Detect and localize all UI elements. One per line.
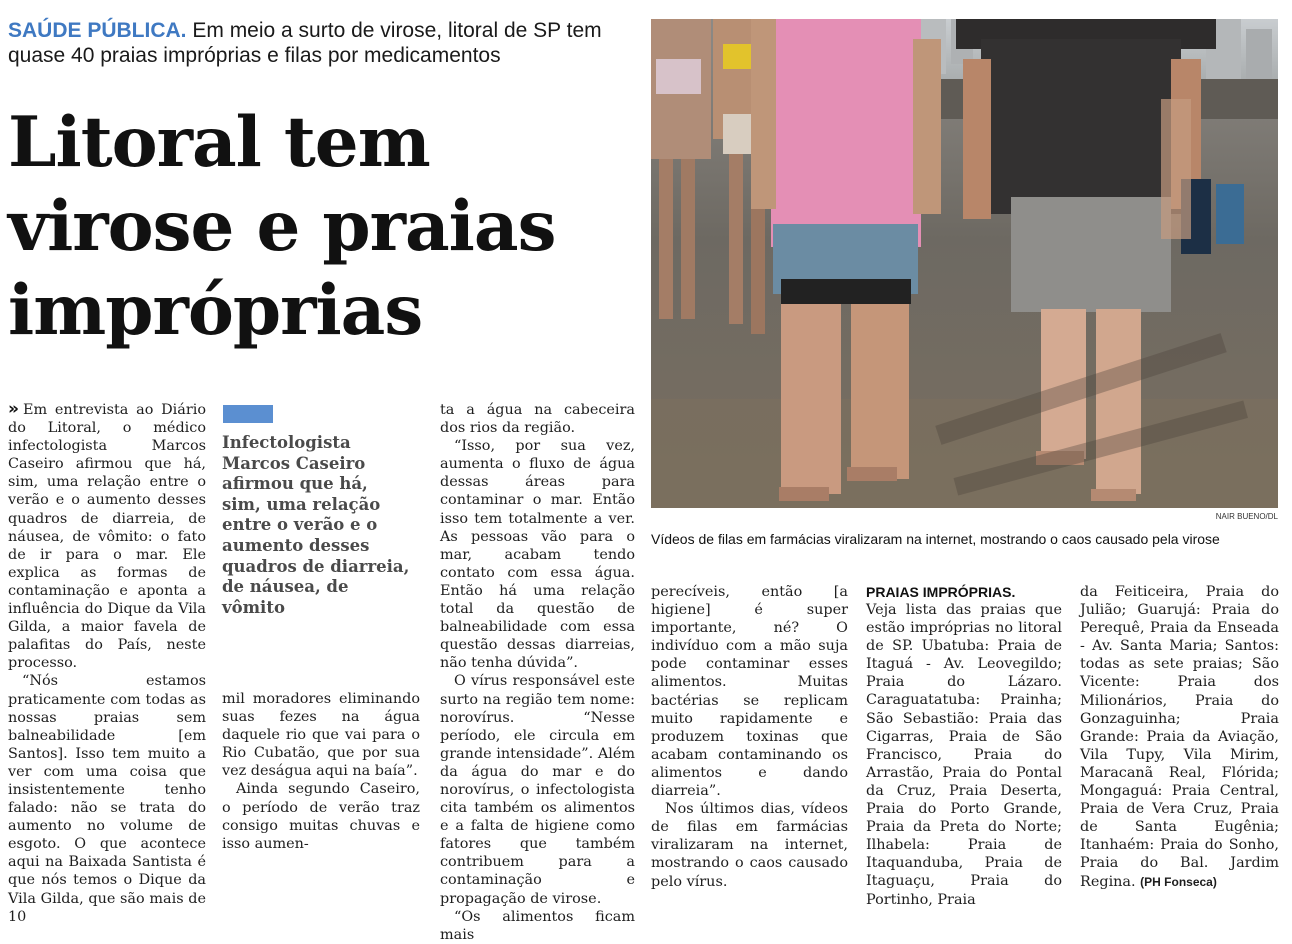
beach-photo	[651, 19, 1278, 508]
headline-line-1: Litoral tem	[8, 102, 430, 183]
article-paragraph: “Isso, por sua vez, aumenta o fluxo de água dessas áreas para contaminar o mar. Então isso tem totalmente a ver. As pessoas vão para o mar, acabam tendo contato com essa água. Então há uma relação total da questão de balneabilidade com essa questão dessas diarreias, não tenha dúvida”.	[440, 438, 635, 672]
article-paragraph: “Os alimentos ficam mais	[440, 908, 635, 943]
article-paragraph: O vírus responsável este surto na região tem nome: norovírus. “Nesse período, ele circula em grande intensidade”. Além da água do mar e do norovírus, o infectologista cita também os alimentos e a falta de higiene como fatores que também contribuem para a contaminação e propagação de virose.	[440, 673, 635, 907]
headline	[8, 101, 638, 353]
article-column-2	[222, 690, 420, 853]
article-column-1	[8, 401, 206, 926]
pullquote-bar	[223, 405, 273, 423]
sidebar-text-2	[1080, 583, 1279, 891]
article-paragraph: Nos últimos dias, vídeos de filas em farmácias viralizaram na internet, mostrando o caos causado pelo vírus.	[651, 801, 848, 890]
article-paragraph: mil moradores eliminando suas fezes na água daquele rio que vai para o Rio Cubatão, que por sua vez deságua aqui na baía”.	[222, 691, 420, 780]
sidebar-title: PRAIAS IMPRÓPRIAS.	[866, 584, 1016, 600]
article-paragraph: ta a água na cabeceira dos rios da região.	[440, 402, 635, 437]
author-signature: (PH Fonseca)	[1140, 874, 1217, 889]
article-paragraph: “Nós estamos praticamente com todas as nossas praias sem balneabilidade [em Santos]. Isso tem muito a ver com uma coisa que insistentemente tenho falado: não se trata do aumento no volume de esgoto. O que acontece aqui na Baixada Santista é que nós temos o Dique da Vila Gilda, que são mais de 10	[8, 673, 206, 925]
headline-line-2: virose e praias	[8, 186, 556, 267]
article-column-3	[440, 401, 635, 944]
lead-marker-icon: »	[8, 399, 19, 419]
article-paragraph	[8, 401, 206, 672]
sidebar-text-2-body: da Feiticeira, Praia do Julião; Guarujá: Praia do Perequê, Praia da Enseada - Av. Santa Maria; Santos: todas as sete praias; São Vicente: Praia dos Milionários, Praia do Gonzaguinha; Praia Grande: Praia da Aviação, Vila Tupy, Vila Mirim, Maracanã Real, Flórida; Mongaguá: Praia Central, Praia de Vera Cruz, Praia de Santa Eugênia; Itanhaém: Praia do Sonho, Praia do Bal. Jardim Regina.	[1080, 584, 1279, 890]
kicker-label: SAÚDE PÚBLICA.	[8, 19, 187, 42]
headline-line-3: impróprias	[8, 270, 423, 351]
pullquote: Infectologista Marcos Caseiro afirmou que há, sim, uma relação entre o verão e o aumento desses quadros de diarreia, de náusea, de vômito	[222, 433, 410, 617]
kicker	[8, 18, 638, 68]
article-column-4	[651, 583, 848, 891]
photo-caption: Vídeos de filas em farmácias viralizaram na internet, mostrando o caos causado pela virose	[651, 531, 1220, 547]
article-paragraph: Ainda segundo Caseiro, o período de verão traz consigo muitas chuvas e isso aumen-	[222, 781, 420, 852]
article-paragraph: perecíveis, então [a higiene] é super importante, né? O indivíduo com a mão suja pode contaminar esses alimentos. Muitas bactérias se replicam muito rapidamente e produzem toxinas que acabam contaminando os alimentos e dando diarreia”.	[651, 584, 848, 800]
kicker-text: Em meio a surto de virose, litoral de SP tem quase 40 praias impróprias e filas por medicamentos	[8, 19, 602, 67]
article-paragraph-text: Em entrevista ao Diário do Litoral, o médico infectologista Marcos Caseiro afirmou que há, sim, uma relação entre o verão e o aumento desses quadros de diarreia, de náusea, de vômito: o fato de ir para o mar. Ele explica as formas de contaminação e aponta a influência do Dique da Vila Gilda, a maior favela de palafitas do País, neste processo.	[8, 402, 206, 672]
photo-credit: NAIR BUENO/DL	[1215, 512, 1278, 521]
sidebar-text-1: Veja lista das praias que estão impróprias no litoral de SP. Ubatuba: Praia de Itaguá - Av. Leovegildo; Praia do Lázaro. Caraguatatuba: Prainha; São Sebastião: Praia das Cigarras, Praia de São Francisco, Praia do Arrastão, Praia do Pontal da Cruz, Praia Deserta, Praia do Porto Grande, Praia da Preta do Norte; Ilhabela: Praia de Itaquanduba, Praia de Itaguaçu, Praia do Portinho, Praia	[866, 602, 1062, 908]
beach-photo-illustration	[651, 19, 1278, 508]
